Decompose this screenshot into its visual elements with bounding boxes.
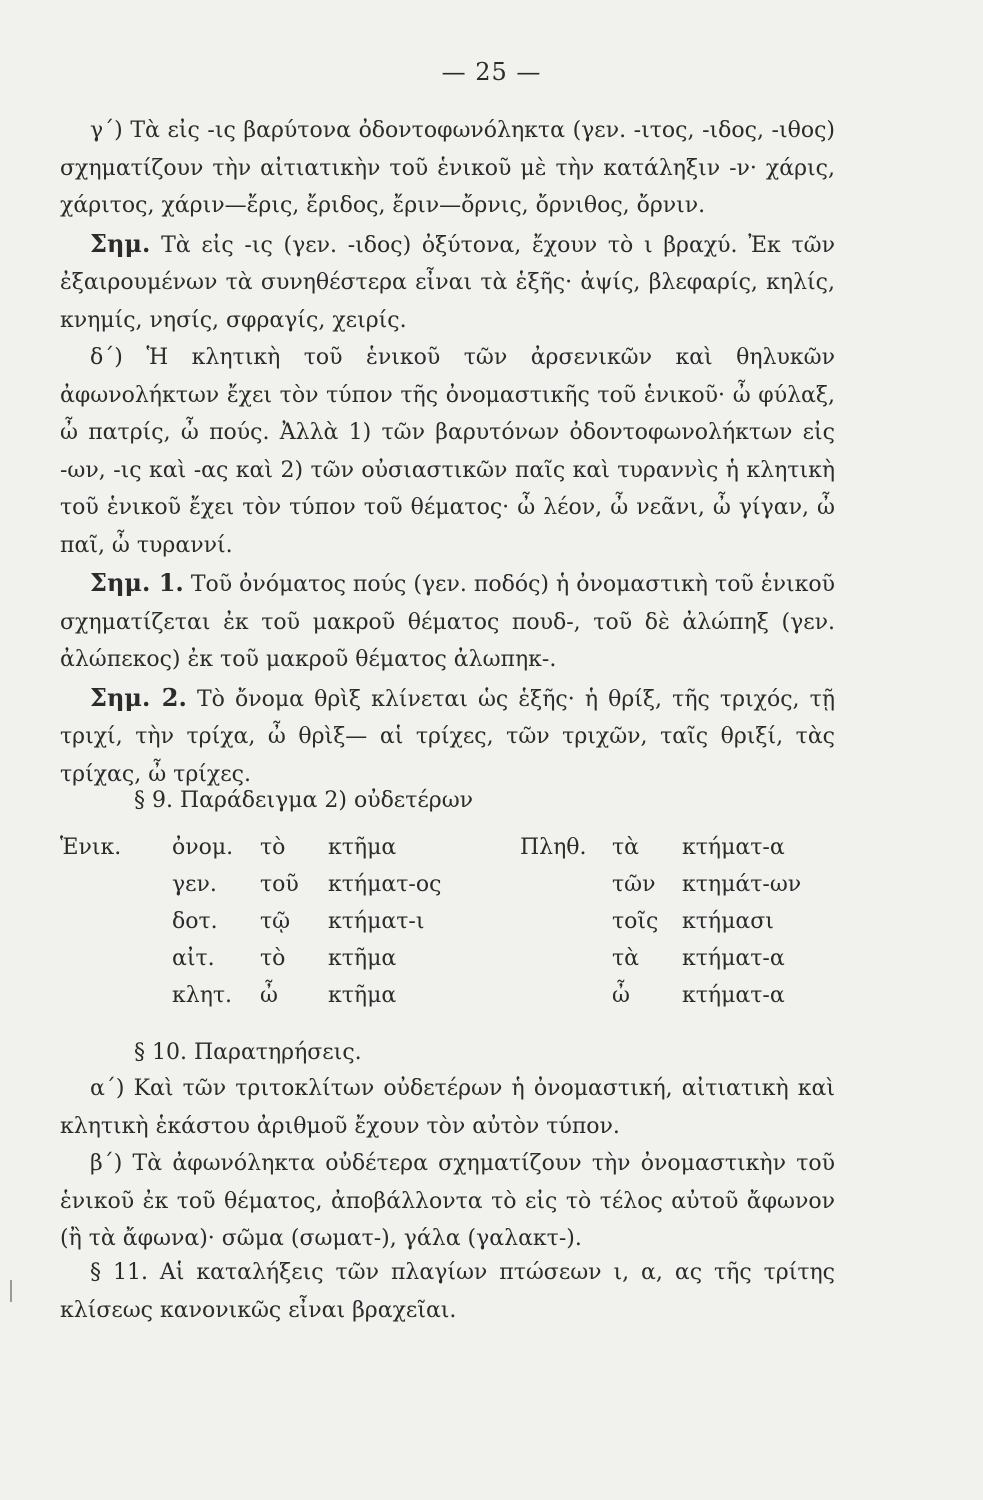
case-name: δοτ. <box>172 909 218 934</box>
empty-cell <box>60 983 172 1020</box>
section-9-title: § 9. Παράδειγμα 2) οὐδετέρων <box>134 788 474 813</box>
plural-article: τὰ <box>612 835 640 860</box>
plural-form: κτήματ-α <box>682 946 785 971</box>
paragraph-a: α΄) Καὶ τῶν τριτοκλίτων οὐδετέρων ἡ ὀνομαστική, αἰτιατικὴ καὶ κλητικὴ ἑκάστου ἀριθμοῦ ἔχουν τὸν αὐτὸν τύπον. <box>60 1076 835 1139</box>
plural-article: τοῖς <box>612 909 659 934</box>
empty-cell <box>60 872 172 909</box>
declension-table <box>60 835 822 1020</box>
plural-form: κτήματ-α <box>682 835 785 860</box>
scan-edge-mark <box>10 1280 12 1302</box>
case-name: ὀνομ. <box>172 835 234 860</box>
plural-article: ὦ <box>612 983 630 1008</box>
singular-form: κτῆμα <box>328 835 397 860</box>
section-8-text <box>60 112 835 793</box>
paragraph-d: δ΄) Ἡ κλητικὴ τοῦ ἑνικοῦ τῶν ἀρσενικῶν καὶ θηλυκῶν ἀφωνολήκτων ἔχει τὸν τύπον τῆς ὀνομαστικῆς τοῦ ἑνικοῦ· ὦ φύλαξ, ὦ πατρίς, ὦ πούς. Ἀλλὰ 1) τῶν βαρυτόνων ὀδοντοφωνολήκτων εἰς -ων, -ις καὶ -ας καὶ 2) τῶν οὐσιαστικῶν παῖς καὶ τυραννὶς ἡ κλητικὴ τοῦ ἑνικοῦ ἔχει τὸν τύπον τοῦ θέματος· ὦ λέον, ὦ νεᾶνι, ὦ γίγαν, ὦ παῖ, ὦ τυραννί. <box>60 345 835 558</box>
empty-cell <box>520 872 612 909</box>
singular-article: τὸ <box>260 835 286 860</box>
paragraph-b: β΄) Τὰ ἀφωνόληκτα οὐδέτερα σχηματίζουν τὴν ὀνομαστικὴν τοῦ ἑνικοῦ ἐκ τοῦ θέματος, ἀποβάλλοντα τὸ εἰς τὸ τέλος αὐτοῦ ἄφωνον (ἢ τὰ ἄφωνα)· σῶμα (σωματ-), γάλα (γαλακτ-). <box>60 1151 835 1251</box>
section-11-text <box>60 1254 835 1329</box>
note-label: Σημ. <box>90 228 151 258</box>
section-11-paragraph: § 11. Αἱ καταλήξεις τῶν πλαγίων πτώσεων ι, α, ας τῆς τρίτης κλίσεως κανονικῶς εἶναι βραχεῖαι. <box>60 1260 835 1323</box>
note-1-paragraph <box>60 564 835 679</box>
plural-form: κτήμασι <box>682 909 774 934</box>
note-text: Τὰ εἰς -ις (γεν. -ιδος) ὀξύτονα, ἔχουν τὸ ι βραχύ. Ἐκ τῶν ἐξαιρουμένων τὰ συνηθέστερα εἶναι τὰ ἑξῆς· ἀψίς, βλεφαρίς, κηλίς, κνημίς, νησίς, σφραγίς, χειρίς. <box>60 232 835 333</box>
note-2-paragraph <box>60 679 835 794</box>
table-row <box>60 983 822 1020</box>
singular-label: Ἑνικ. <box>60 835 122 860</box>
singular-article: τὸ <box>260 946 286 971</box>
empty-cell <box>520 909 612 946</box>
singular-form: κτήματ-ος <box>328 872 442 897</box>
singular-form: κτῆμα <box>328 983 397 1008</box>
singular-form: κτῆμα <box>328 946 397 971</box>
singular-form: κτήματ-ι <box>328 909 425 934</box>
singular-article: ὦ <box>260 983 278 1008</box>
singular-article: τῷ <box>260 909 291 934</box>
table-row <box>60 835 822 872</box>
section-10-title: § 10. Παρατηρήσεις. <box>134 1040 362 1065</box>
empty-cell <box>520 946 612 983</box>
note-2-text: Τὸ ὄνομα θρὶξ κλίνεται ὡς ἑξῆς· ἡ θρίξ, τῆς τριχός, τῇ τριχί, τὴν τρίχα, ὦ θρὶξ— αἱ τρίχες, τῶν τριχῶν, ταῖς θριξί, τὰς τρίχας, ὦ τρίχες. <box>60 686 835 787</box>
case-name: γεν. <box>172 872 217 897</box>
paragraph-c: γ΄) Τὰ εἰς -ις βαρύτονα ὀδοντοφωνόληκτα (γεν. -ιτος, -ιδος, -ιθος) σχηματίζουν τὴν αἰτιατικὴν τοῦ ἑνικοῦ μὲ τὴν κατάληξιν -ν· χάρις, χάριτος, χάριν—ἔρις, ἔριδος, ἔριν—ὄρνις, ὄρνιθος, ὄρνιν. <box>60 118 835 218</box>
page-number: — 25 — <box>441 58 542 86</box>
empty-cell <box>520 983 612 1020</box>
empty-cell <box>60 909 172 946</box>
plural-label: Πληθ. <box>520 835 587 860</box>
section-10-text <box>60 1070 835 1258</box>
plural-form: κτημάτ-ων <box>682 872 802 897</box>
singular-article: τοῦ <box>260 872 299 897</box>
plural-article: τῶν <box>612 872 656 897</box>
note-1-text: Τοῦ ὀνόματος πούς (γεν. ποδός) ἡ ὀνομαστικὴ τοῦ ἑνικοῦ σχηματίζεται ἐκ τοῦ μακροῦ θέματος πουδ-, τοῦ δὲ ἀλώπηξ (γεν. ἀλώπεκος) ἐκ τοῦ μακροῦ θέματος ἀλωπηκ-. <box>60 572 836 672</box>
note-2-label: Σημ. 2. <box>90 682 187 712</box>
table-row <box>60 946 822 983</box>
note-paragraph <box>60 225 835 340</box>
table-row <box>60 872 822 909</box>
table-row <box>60 909 822 946</box>
plural-article: τὰ <box>612 946 640 971</box>
plural-form: κτήματ-α <box>682 983 785 1008</box>
note-1-label: Σημ. 1. <box>90 568 184 597</box>
empty-cell <box>60 946 172 983</box>
case-name: κλητ. <box>172 983 233 1008</box>
case-name: αἰτ. <box>172 946 215 971</box>
